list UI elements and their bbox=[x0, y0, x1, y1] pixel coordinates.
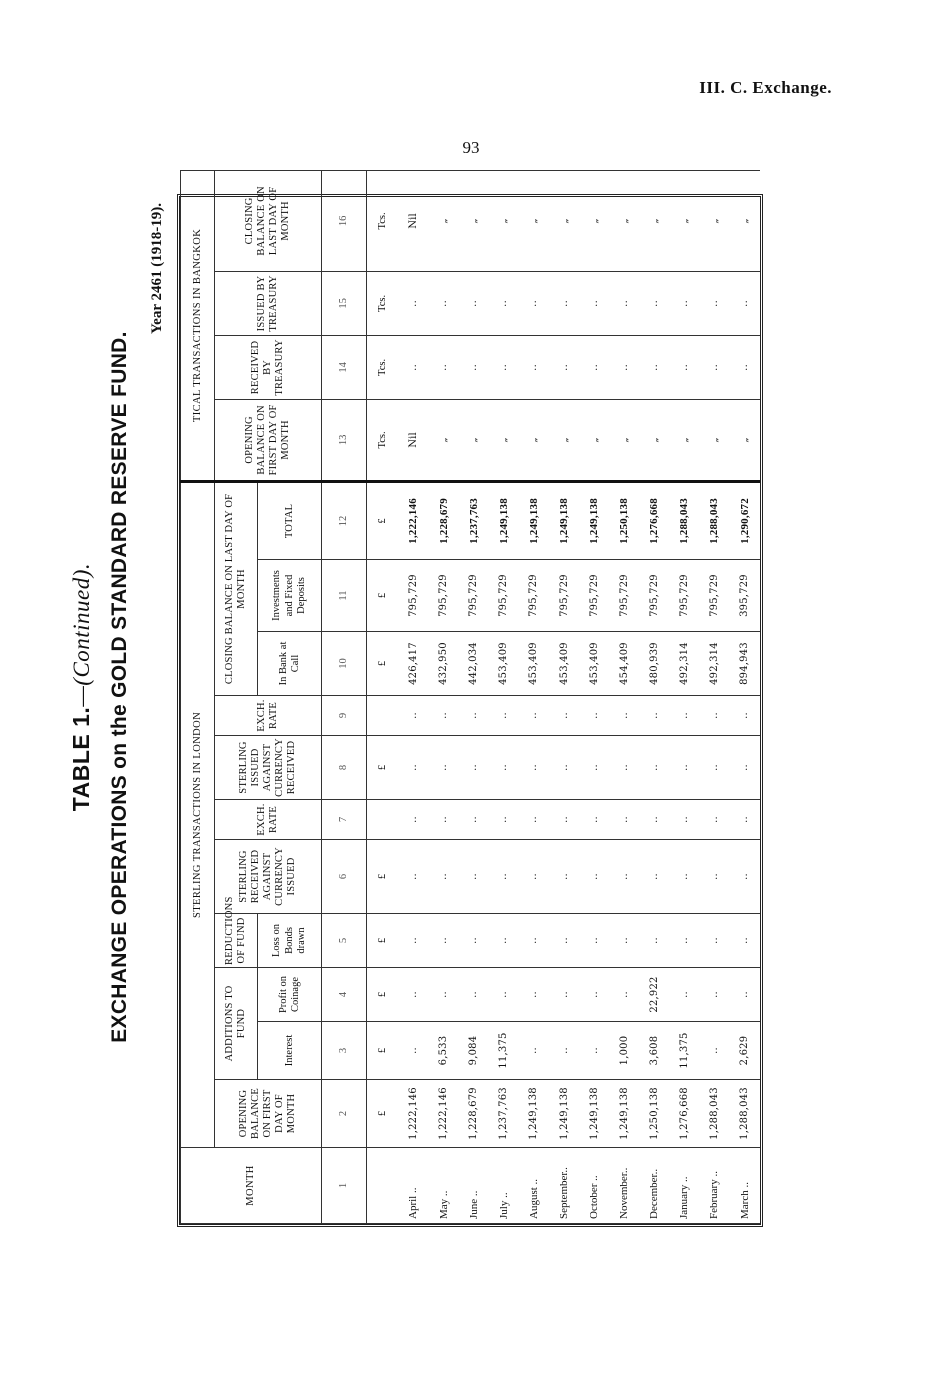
table-cell-c3: 1,000 bbox=[609, 1022, 639, 1080]
table-cell-c7: .. bbox=[519, 800, 549, 840]
table-cell-c11: 795,729 bbox=[429, 560, 459, 632]
closing-balance-header: CLOSING BALANCE ON LAST DAY OF MONTH bbox=[215, 481, 258, 695]
table-cell-c3: 3,608 bbox=[640, 1022, 670, 1080]
table-cell-c10: 426,417 bbox=[399, 632, 429, 696]
table-cell-c16: Nil bbox=[399, 170, 429, 271]
table-cell-c11: 795,729 bbox=[519, 560, 549, 632]
table-cell-c14: .. bbox=[609, 335, 639, 399]
column-number: 8 bbox=[321, 736, 366, 800]
month-cell: January .. bbox=[670, 1148, 700, 1224]
table-cell-c6: .. bbox=[429, 840, 459, 914]
table-cell-c8: .. bbox=[399, 736, 429, 800]
table-cell-c3: 11,375 bbox=[489, 1022, 519, 1080]
table-cell-c15: .. bbox=[640, 271, 670, 335]
table-cell-c7: .. bbox=[399, 800, 429, 840]
table-cell-c10: 454,409 bbox=[609, 632, 639, 696]
exch-rate-header-1: EXCH. RATE bbox=[215, 800, 322, 840]
column-number: 11 bbox=[321, 560, 366, 632]
table-cell-c13: „ bbox=[489, 399, 519, 481]
table-cell-c12: 1,249,138 bbox=[579, 481, 609, 559]
column-number: 6 bbox=[321, 840, 366, 914]
month-header: MONTH bbox=[181, 1148, 322, 1224]
table-cell-c2: 1,228,679 bbox=[459, 1080, 489, 1148]
table-cell-c11: 795,729 bbox=[609, 560, 639, 632]
table-cell-c2: 1,250,138 bbox=[640, 1080, 670, 1148]
table-cell-c16: „ bbox=[549, 170, 579, 271]
table-cell-c16: „ bbox=[459, 170, 489, 271]
column-number: 1 bbox=[321, 1148, 366, 1224]
month-cell: March .. bbox=[730, 1148, 760, 1224]
table-cell-c12: 1,222,146 bbox=[399, 481, 429, 559]
table-cell-c14: .. bbox=[700, 335, 730, 399]
table-cell-c14: .. bbox=[489, 335, 519, 399]
exch-rate-header-2: EXCH. RATE bbox=[215, 696, 322, 736]
table-cell-c6: .. bbox=[579, 840, 609, 914]
table-cell-c8: .. bbox=[730, 736, 760, 800]
table-cell-c9: .. bbox=[519, 696, 549, 736]
table-cell-c14: .. bbox=[399, 335, 429, 399]
table-cell-c16: „ bbox=[429, 170, 459, 271]
table-cell-c6: .. bbox=[700, 840, 730, 914]
table-cell-c10: 480,939 bbox=[640, 632, 670, 696]
column-number: 4 bbox=[321, 968, 366, 1022]
column-number: 7 bbox=[321, 800, 366, 840]
table-cell-c8: .. bbox=[519, 736, 549, 800]
exchange-operations-table bbox=[180, 170, 760, 1224]
month-cell: February .. bbox=[700, 1148, 730, 1224]
table-cell-c10: 453,409 bbox=[549, 632, 579, 696]
page-number: 93 bbox=[462, 138, 480, 157]
table-cell-c16: „ bbox=[609, 170, 639, 271]
table-cell-c13: „ bbox=[429, 399, 459, 481]
unit-label: Tcs. bbox=[367, 271, 399, 335]
table-cell-c10: 432,950 bbox=[429, 632, 459, 696]
unit-label: £ bbox=[367, 1080, 399, 1148]
table-cell-c10: 492,314 bbox=[700, 632, 730, 696]
additions-header: ADDITIONS TO FUND bbox=[215, 968, 258, 1080]
received-treasury-header: RECEIVED BY TREASURY bbox=[215, 335, 322, 399]
table-cell-c12: 1,249,138 bbox=[549, 481, 579, 559]
profit-header: Profit on Coinage bbox=[258, 968, 322, 1022]
month-cell: July .. bbox=[489, 1148, 519, 1224]
table-row bbox=[640, 170, 670, 1223]
table-cell-c14: .. bbox=[670, 335, 700, 399]
table-cell-c7: .. bbox=[489, 800, 519, 840]
table-cell-c10: 453,409 bbox=[519, 632, 549, 696]
table-cell-c8: .. bbox=[700, 736, 730, 800]
table-cell-c9: .. bbox=[640, 696, 670, 736]
table-cell-c15: .. bbox=[730, 271, 760, 335]
table-cell-c7: .. bbox=[579, 800, 609, 840]
tical-opening-header: OPENING BALANCE ON FIRST DAY OF MONTH bbox=[215, 399, 322, 481]
table-cell-c13: „ bbox=[549, 399, 579, 481]
unit-label: £ bbox=[367, 968, 399, 1022]
sterling-received-header: STERLING RECEIVED AGAINST CURRENCY ISSUED bbox=[215, 840, 322, 914]
table-cell-c12: 1,288,043 bbox=[700, 481, 730, 559]
table-cell-c15: .. bbox=[519, 271, 549, 335]
table-cell-c7: .. bbox=[549, 800, 579, 840]
table-cell-c7: .. bbox=[640, 800, 670, 840]
table-cell-c10: 894,943 bbox=[730, 632, 760, 696]
table-cell-c7: .. bbox=[700, 800, 730, 840]
table-cell-c2: 1,249,138 bbox=[549, 1080, 579, 1148]
month-cell: May .. bbox=[429, 1148, 459, 1224]
table-cell-c7: .. bbox=[429, 800, 459, 840]
table-cell-c13: Nil bbox=[399, 399, 429, 481]
table-cell-c6: .. bbox=[459, 840, 489, 914]
bangkok-group-header: TICAL TRANSACTIONS IN BANGKOK bbox=[181, 170, 215, 481]
table-cell-c16: „ bbox=[579, 170, 609, 271]
issued-treasury-header: ISSUED BY TREASURY bbox=[215, 271, 322, 335]
table-cell-c5: .. bbox=[399, 914, 429, 968]
table-cell-c7: .. bbox=[730, 800, 760, 840]
table-row bbox=[549, 170, 579, 1223]
table-cell-c2: 1,222,146 bbox=[399, 1080, 429, 1148]
table-cell-c11: 795,729 bbox=[459, 560, 489, 632]
table-cell-c2: 1,222,146 bbox=[429, 1080, 459, 1148]
column-number: 13 bbox=[321, 399, 366, 481]
table-cell-c6: .. bbox=[670, 840, 700, 914]
table-cell-c11: 795,729 bbox=[640, 560, 670, 632]
header-row-categories bbox=[215, 170, 258, 1223]
table-cell-c13: „ bbox=[579, 399, 609, 481]
table-cell-c4: .. bbox=[609, 968, 639, 1022]
table-cell-c13: „ bbox=[670, 399, 700, 481]
section-heading: III. C. Exchange. bbox=[699, 78, 832, 97]
table-cell-c2: 1,249,138 bbox=[579, 1080, 609, 1148]
table-cell-c11: 795,729 bbox=[579, 560, 609, 632]
loss-header: Loss on Bonds drawn bbox=[258, 914, 322, 968]
table-cell-c15: .. bbox=[579, 271, 609, 335]
unit-label: £ bbox=[367, 632, 399, 696]
table-cell-c4: .. bbox=[399, 968, 429, 1022]
table-cell-c9: .. bbox=[549, 696, 579, 736]
london-group-header: STERLING TRANSACTIONS IN LONDON bbox=[181, 481, 215, 1147]
table-cell-c9: .. bbox=[609, 696, 639, 736]
column-number: 16 bbox=[321, 170, 366, 271]
table-cell-c5: .. bbox=[519, 914, 549, 968]
table-cell-c10: 453,409 bbox=[579, 632, 609, 696]
table-row bbox=[489, 170, 519, 1223]
table-cell-c8: .. bbox=[579, 736, 609, 800]
table-row bbox=[670, 170, 700, 1223]
unit-label: Tcs. bbox=[367, 335, 399, 399]
table-cell-c9: .. bbox=[399, 696, 429, 736]
column-number: 15 bbox=[321, 271, 366, 335]
table-cell-c11: 795,729 bbox=[549, 560, 579, 632]
table-cell-c9: .. bbox=[670, 696, 700, 736]
table-row bbox=[579, 170, 609, 1223]
month-cell: November.. bbox=[609, 1148, 639, 1224]
table-cell-c16: „ bbox=[670, 170, 700, 271]
table-row bbox=[700, 170, 730, 1223]
table-cell-c8: .. bbox=[429, 736, 459, 800]
table-cell-c15: .. bbox=[399, 271, 429, 335]
table-row bbox=[399, 170, 429, 1223]
in-bank-header: In Bank at Call bbox=[258, 632, 322, 696]
exchange-table-frame bbox=[177, 186, 763, 1227]
table-cell-c9: .. bbox=[459, 696, 489, 736]
table-cell-c4: .. bbox=[549, 968, 579, 1022]
table-cell-c11: 395,729 bbox=[730, 560, 760, 632]
main-title: EXCHANGE OPERATIONS on the GOLD STANDARD RESERVE FUND. bbox=[108, 331, 131, 1043]
table-cell-c14: .. bbox=[730, 335, 760, 399]
table-cell-c5: .. bbox=[670, 914, 700, 968]
table-cell-c12: 1,237,763 bbox=[459, 481, 489, 559]
table-cell-c14: .. bbox=[519, 335, 549, 399]
table-cell-c2: 1,288,043 bbox=[700, 1080, 730, 1148]
table-cell-c6: .. bbox=[489, 840, 519, 914]
table-cell-c6: .. bbox=[399, 840, 429, 914]
table-cell-c6: .. bbox=[519, 840, 549, 914]
table-cell-c13: „ bbox=[519, 399, 549, 481]
table-cell-c3: .. bbox=[399, 1022, 429, 1080]
unit-label: £ bbox=[367, 560, 399, 632]
column-number: 3 bbox=[321, 1022, 366, 1080]
table-cell-c2: 1,249,138 bbox=[609, 1080, 639, 1148]
total-header: TOTAL bbox=[258, 481, 322, 559]
opening-balance-header: OPENING BALANCE ON FIRST DAY OF MONTH bbox=[215, 1080, 322, 1148]
table-cell-c9: .. bbox=[730, 696, 760, 736]
table-cell-c3: 9,084 bbox=[459, 1022, 489, 1080]
table-cell-c12: 1,249,138 bbox=[489, 481, 519, 559]
unit-label bbox=[367, 800, 399, 840]
table-row bbox=[459, 170, 489, 1223]
table-cell-c5: .. bbox=[730, 914, 760, 968]
table-cell-c8: .. bbox=[489, 736, 519, 800]
table-cell-c3: 11,375 bbox=[670, 1022, 700, 1080]
table-cell-c8: .. bbox=[670, 736, 700, 800]
table-cell-c15: .. bbox=[459, 271, 489, 335]
table-cell-c2: 1,249,138 bbox=[519, 1080, 549, 1148]
table-cell-c6: .. bbox=[640, 840, 670, 914]
table-cell-c4: .. bbox=[579, 968, 609, 1022]
table-cell-c7: .. bbox=[670, 800, 700, 840]
table-cell-c8: .. bbox=[640, 736, 670, 800]
column-number: 5 bbox=[321, 914, 366, 968]
table-cell-c15: .. bbox=[429, 271, 459, 335]
table-cell-c4: 22,922 bbox=[640, 968, 670, 1022]
table-cell-c5: .. bbox=[609, 914, 639, 968]
table-cell-c11: 795,729 bbox=[399, 560, 429, 632]
table-cell-c5: .. bbox=[549, 914, 579, 968]
table-cell-c5: .. bbox=[579, 914, 609, 968]
table-cell-c6: .. bbox=[609, 840, 639, 914]
unit-row bbox=[367, 170, 399, 1223]
table-cell-c3: .. bbox=[549, 1022, 579, 1080]
table-cell-c3: .. bbox=[700, 1022, 730, 1080]
table-cell-c13: „ bbox=[730, 399, 760, 481]
unit-label: Tcs. bbox=[367, 399, 399, 481]
table-cell-c5: .. bbox=[489, 914, 519, 968]
table-cell-c15: .. bbox=[609, 271, 639, 335]
column-number: 10 bbox=[321, 632, 366, 696]
table-cell-c13: „ bbox=[609, 399, 639, 481]
table-cell-c5: .. bbox=[459, 914, 489, 968]
header-row-groups bbox=[181, 170, 215, 1223]
table-cell-c15: .. bbox=[700, 271, 730, 335]
table-cell-c12: 1,276,668 bbox=[640, 481, 670, 559]
table-cell-c2: 1,237,763 bbox=[489, 1080, 519, 1148]
table-cell-c5: .. bbox=[429, 914, 459, 968]
table-cell-c16: „ bbox=[640, 170, 670, 271]
table-cell-c7: .. bbox=[459, 800, 489, 840]
table-cell-c11: 795,729 bbox=[700, 560, 730, 632]
table-cell-c12: 1,250,138 bbox=[609, 481, 639, 559]
month-cell: September.. bbox=[549, 1148, 579, 1224]
table-cell-c14: .. bbox=[429, 335, 459, 399]
table-cell-c4: .. bbox=[700, 968, 730, 1022]
table-label-text: TABLE 1. bbox=[68, 706, 94, 812]
column-number: 2 bbox=[321, 1080, 366, 1148]
table-cell-c15: .. bbox=[489, 271, 519, 335]
month-cell: October .. bbox=[579, 1148, 609, 1224]
table-cell-c6: .. bbox=[730, 840, 760, 914]
month-cell: December.. bbox=[640, 1148, 670, 1224]
month-cell: April .. bbox=[399, 1148, 429, 1224]
investments-header: Investments and Fixed Deposits bbox=[258, 560, 322, 632]
table-cell-c12: 1,290,672 bbox=[730, 481, 760, 559]
table-cell-c15: .. bbox=[549, 271, 579, 335]
table-cell-c4: .. bbox=[459, 968, 489, 1022]
column-number: 14 bbox=[321, 335, 366, 399]
table-cell-c8: .. bbox=[609, 736, 639, 800]
table-row bbox=[730, 170, 760, 1223]
unit-label: £ bbox=[367, 840, 399, 914]
table-cell-c16: „ bbox=[700, 170, 730, 271]
table-cell-c9: .. bbox=[579, 696, 609, 736]
table-cell-c12: 1,228,679 bbox=[429, 481, 459, 559]
table-label bbox=[68, 0, 95, 1374]
table-cell-c3: .. bbox=[579, 1022, 609, 1080]
table-cell-c3: 2,629 bbox=[730, 1022, 760, 1080]
table-cell-c4: .. bbox=[670, 968, 700, 1022]
table-cell-c7: .. bbox=[609, 800, 639, 840]
table-cell-c14: .. bbox=[459, 335, 489, 399]
table-cell-c15: .. bbox=[670, 271, 700, 335]
table-cell-c13: „ bbox=[640, 399, 670, 481]
table-cell-c2: 1,288,043 bbox=[730, 1080, 760, 1148]
table-row bbox=[429, 170, 459, 1223]
interest-header: Interest bbox=[258, 1022, 322, 1080]
table-cell-c13: „ bbox=[459, 399, 489, 481]
table-cell-c11: 795,729 bbox=[489, 560, 519, 632]
table-cell-c9: .. bbox=[429, 696, 459, 736]
table-cell-c6: .. bbox=[549, 840, 579, 914]
reductions-header: REDUCTIONS OF FUND bbox=[215, 914, 258, 968]
month-cell: June .. bbox=[459, 1148, 489, 1224]
table-cell-c12: 1,249,138 bbox=[519, 481, 549, 559]
table-cell-c3: 6,533 bbox=[429, 1022, 459, 1080]
table-cell-c3: .. bbox=[519, 1022, 549, 1080]
unit-label bbox=[367, 696, 399, 736]
table-cell-c4: .. bbox=[429, 968, 459, 1022]
table-cell-c9: .. bbox=[489, 696, 519, 736]
unit-label: £ bbox=[367, 736, 399, 800]
table-cell-c2: 1,276,668 bbox=[670, 1080, 700, 1148]
table-cell-c16: „ bbox=[519, 170, 549, 271]
unit-label: Tcs. bbox=[367, 170, 399, 271]
table-cell-c11: 795,729 bbox=[670, 560, 700, 632]
table-cell-c10: 453,409 bbox=[489, 632, 519, 696]
table-cell-c8: .. bbox=[459, 736, 489, 800]
table-cell-c12: 1,288,043 bbox=[670, 481, 700, 559]
table-continued-text: —(Continued). bbox=[69, 562, 94, 707]
table-cell-c5: .. bbox=[700, 914, 730, 968]
table-cell-c13: „ bbox=[700, 399, 730, 481]
table-cell-c4: .. bbox=[489, 968, 519, 1022]
table-cell-c10: 442,034 bbox=[459, 632, 489, 696]
unit-label: £ bbox=[367, 914, 399, 968]
table-cell-c4: .. bbox=[730, 968, 760, 1022]
table-cell-c16: „ bbox=[730, 170, 760, 271]
table-cell-c4: .. bbox=[519, 968, 549, 1022]
table-cell-c8: .. bbox=[549, 736, 579, 800]
sterling-issued-header: STERLING ISSUED AGAINST CURRENCY RECEIVED bbox=[215, 736, 322, 800]
year-label: Year 2461 (1918-19). bbox=[149, 203, 165, 334]
column-number: 12 bbox=[321, 481, 366, 559]
table-cell-c16: „ bbox=[489, 170, 519, 271]
table-cell-c14: .. bbox=[549, 335, 579, 399]
table-cell-c5: .. bbox=[640, 914, 670, 968]
month-cell: August .. bbox=[519, 1148, 549, 1224]
table-cell-c9: .. bbox=[700, 696, 730, 736]
table-cell-c14: .. bbox=[579, 335, 609, 399]
table-row bbox=[519, 170, 549, 1223]
table-row bbox=[609, 170, 639, 1223]
column-number-row bbox=[321, 170, 366, 1223]
unit-label: £ bbox=[367, 481, 399, 559]
unit-label: £ bbox=[367, 1022, 399, 1080]
table-cell-c10: 492,314 bbox=[670, 632, 700, 696]
table-cell-c14: .. bbox=[640, 335, 670, 399]
column-number: 9 bbox=[321, 696, 366, 736]
tical-closing-header: CLOSING BALANCE ON LAST DAY OF MONTH bbox=[215, 170, 322, 271]
